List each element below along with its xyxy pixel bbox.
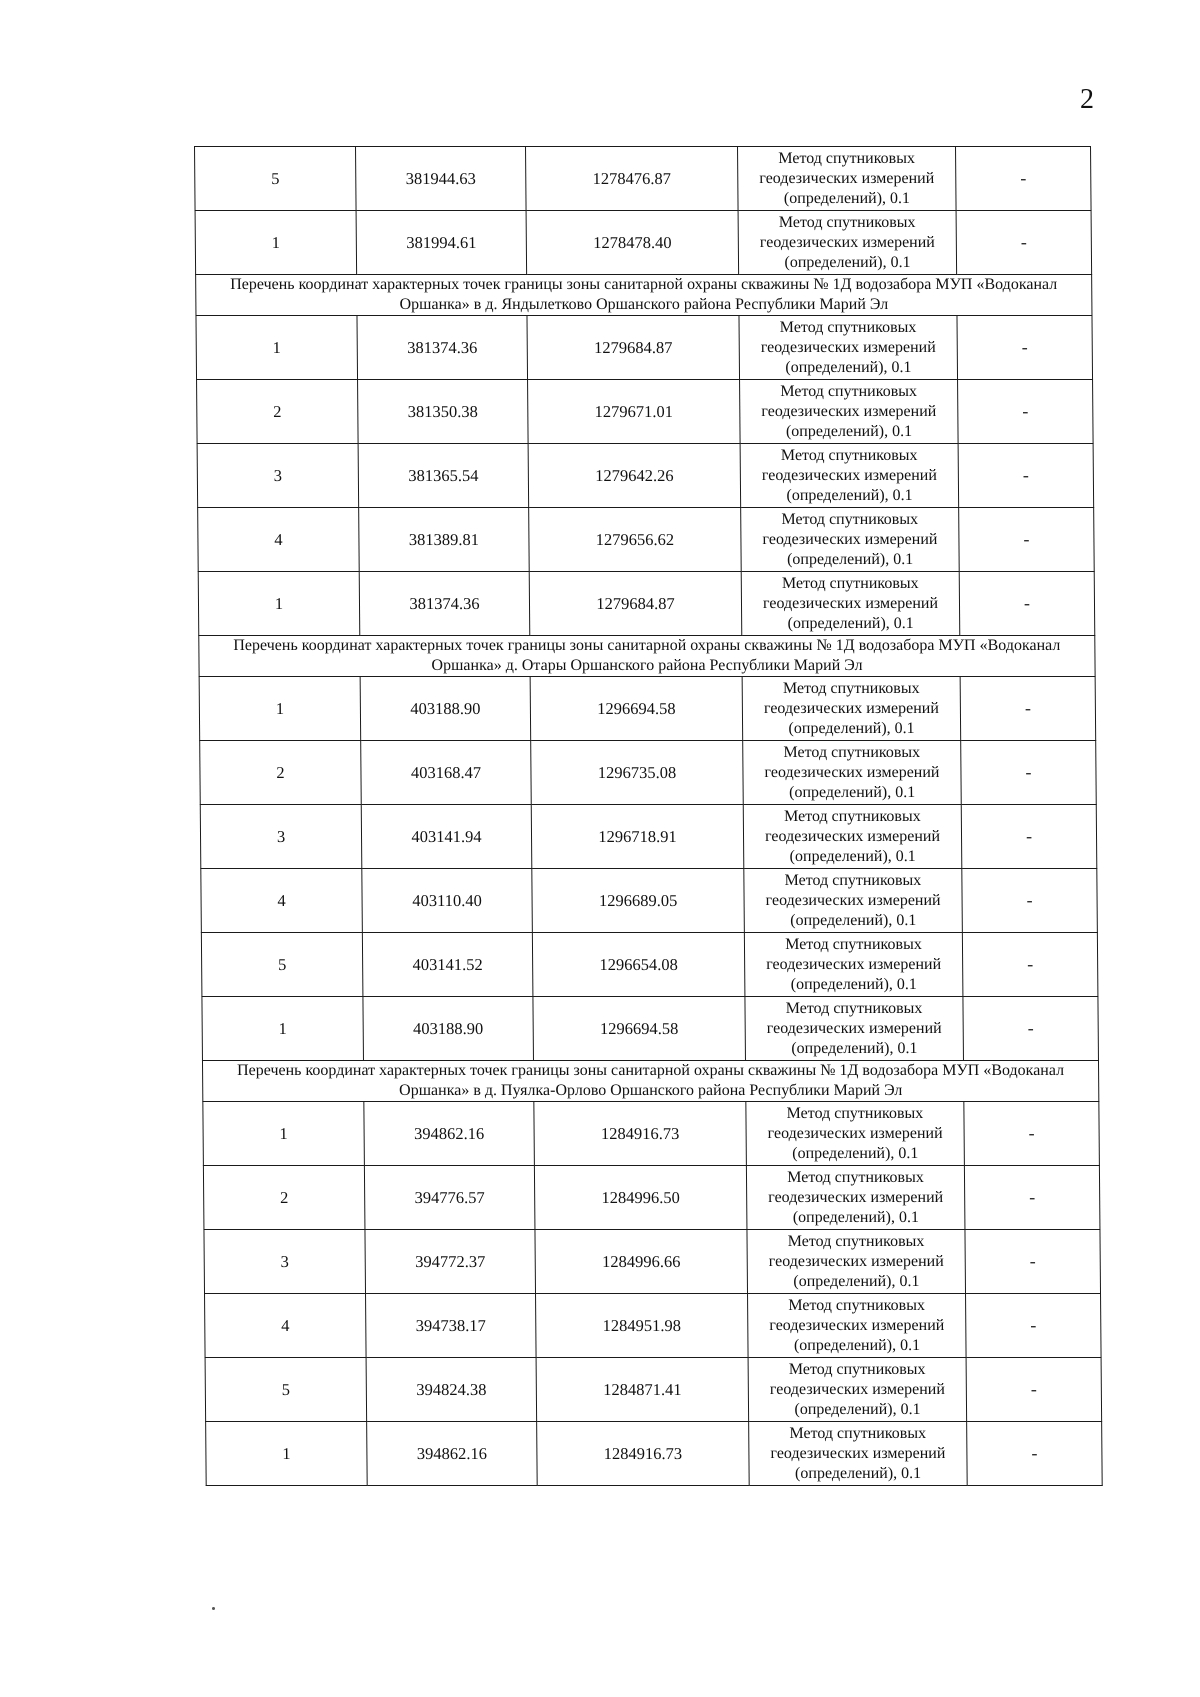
method-line: (определений), 0.1 <box>791 1039 918 1057</box>
coordinate-y-cell: 1284996.50 <box>534 1166 747 1230</box>
table-row <box>205 1358 1102 1422</box>
table-row <box>201 933 1098 997</box>
method-line: (определений), 0.1 <box>787 614 914 632</box>
table-row <box>199 677 1096 741</box>
table-row <box>203 1166 1100 1230</box>
method-line: геодезических измерений <box>762 530 938 548</box>
coordinate-x-cell: 403141.52 <box>362 933 533 997</box>
table-row <box>197 380 1094 444</box>
section-heading: Перечень координат характерных точек границы зоны санитарной охраны скважины № 1Д водозабора МУП «Водоканал Оршанка» д. Отары Оршанского района Республики Марий Эл <box>199 636 1095 677</box>
method-line: геодезических измерений <box>762 594 939 612</box>
coordinate-x-cell: 403141.94 <box>361 805 532 869</box>
coordinate-x-cell: 394738.17 <box>366 1294 537 1358</box>
method-line: геодезических измерений <box>764 763 940 781</box>
coordinate-x-cell: 394772.37 <box>365 1230 536 1294</box>
point-number-cell: 1 <box>198 572 360 636</box>
coordinate-y-cell: 1279684.87 <box>529 572 742 636</box>
table-row <box>195 147 1092 211</box>
method-line: Метод спутниковых <box>787 1232 925 1250</box>
table-row <box>205 1294 1102 1358</box>
method-line: Метод спутниковых <box>784 871 922 889</box>
method-line: (определений), 0.1 <box>794 1400 921 1418</box>
note-cell: - <box>957 316 1093 380</box>
method-line: Метод спутниковых <box>783 743 921 761</box>
note-cell: - <box>963 997 1099 1061</box>
method-line: геодезических измерений <box>768 1252 944 1270</box>
method-cell <box>746 1102 965 1166</box>
coordinate-x-cell: 394776.57 <box>364 1166 535 1230</box>
coordinate-x-cell: 381389.81 <box>359 508 530 572</box>
method-line: геодезических измерений <box>761 402 937 420</box>
coordinate-y-cell: 1278476.87 <box>526 147 739 211</box>
coordinate-x-cell: 403188.90 <box>363 997 534 1061</box>
point-number-cell: 5 <box>205 1358 367 1422</box>
method-line: Метод спутниковых <box>786 1104 924 1122</box>
note-cell: - <box>961 741 1097 805</box>
coordinate-y-cell: 1296718.91 <box>531 805 744 869</box>
coordinate-x-cell: 394824.38 <box>366 1358 537 1422</box>
method-line: (определений), 0.1 <box>792 1208 919 1226</box>
method-line: геодезических измерений <box>765 891 941 909</box>
method-line: Метод спутниковых <box>785 999 923 1017</box>
coordinate-y-cell: 1296654.08 <box>532 933 745 997</box>
method-line: Метод спутниковых <box>788 1360 926 1378</box>
coordinate-x-cell: 381944.63 <box>356 147 527 211</box>
note-cell: - <box>961 805 1097 869</box>
method-line: Метод спутниковых <box>778 149 915 167</box>
note-cell: - <box>958 444 1094 508</box>
method-cell <box>738 147 957 211</box>
point-number-cell: 3 <box>204 1230 366 1294</box>
method-line: Метод спутниковых <box>788 1296 926 1314</box>
method-cell <box>747 1230 966 1294</box>
point-number-cell: 3 <box>197 444 359 508</box>
point-number-cell: 3 <box>200 805 362 869</box>
method-line: (определений), 0.1 <box>785 358 912 376</box>
method-line: геодезических измерений <box>760 338 936 356</box>
coordinate-y-cell: 1296735.08 <box>531 741 744 805</box>
method-cell <box>742 677 961 741</box>
table-row <box>196 316 1093 380</box>
coordinate-y-cell: 1296694.58 <box>530 677 743 741</box>
method-cell <box>749 1422 968 1486</box>
note-cell: - <box>958 380 1094 444</box>
coordinates-table <box>194 146 1103 1486</box>
coordinate-x-cell: 394862.16 <box>367 1422 538 1486</box>
table-row <box>203 1102 1100 1166</box>
note-cell: - <box>956 147 1092 211</box>
method-cell <box>743 805 962 869</box>
section-heading-row <box>199 636 1095 677</box>
method-line: (определений), 0.1 <box>789 783 916 801</box>
point-number-cell: 1 <box>199 677 361 741</box>
coordinate-y-cell: 1296694.58 <box>533 997 746 1061</box>
method-cell <box>745 997 964 1061</box>
coordinate-x-cell: 403188.90 <box>360 677 531 741</box>
method-line: Метод спутниковых <box>781 510 919 528</box>
method-line: (определений), 0.1 <box>790 975 917 993</box>
table-row <box>200 741 1097 805</box>
page-number: 2 <box>1080 84 1094 115</box>
note-cell: - <box>966 1358 1102 1422</box>
point-number-cell: 4 <box>205 1294 367 1358</box>
note-cell: - <box>965 1230 1101 1294</box>
method-line: геодезических измерений <box>769 1316 945 1334</box>
coordinate-y-cell: 1296689.05 <box>532 869 745 933</box>
method-cell <box>740 444 959 508</box>
method-line: Метод спутниковых <box>779 318 917 336</box>
method-line: (определений), 0.1 <box>790 911 917 929</box>
method-line: Метод спутниковых <box>781 574 919 592</box>
coordinate-y-cell: 1284951.98 <box>536 1294 749 1358</box>
table-row <box>195 211 1092 275</box>
coordinate-x-cell: 381994.61 <box>356 211 527 275</box>
section-heading-row <box>202 1061 1098 1102</box>
method-cell <box>746 1166 965 1230</box>
note-cell: - <box>956 211 1092 275</box>
coordinate-x-cell: 403110.40 <box>362 869 533 933</box>
scan-speck <box>212 1607 215 1610</box>
coordinate-y-cell: 1279656.62 <box>529 508 742 572</box>
method-line: геодезических измерений <box>764 827 941 845</box>
point-number-cell: 5 <box>195 147 357 211</box>
note-cell: - <box>959 508 1095 572</box>
method-line: геодезических измерений <box>759 169 935 187</box>
method-line: геодезических измерений <box>759 233 935 251</box>
method-line: Метод спутниковых <box>787 1168 924 1186</box>
coordinate-x-cell: 381350.38 <box>358 380 529 444</box>
method-line: Метод спутниковых <box>785 935 922 953</box>
method-line: (определений), 0.1 <box>794 1464 922 1482</box>
method-line: (определений), 0.1 <box>789 847 916 865</box>
note-cell: - <box>959 572 1095 636</box>
table-row <box>198 508 1095 572</box>
table-row <box>200 805 1097 869</box>
point-number-cell: 4 <box>198 508 360 572</box>
table-row <box>202 997 1099 1061</box>
method-cell <box>748 1294 967 1358</box>
point-number-cell: 1 <box>195 211 357 275</box>
method-line: геодезических измерений <box>761 466 937 484</box>
method-cell <box>744 933 963 997</box>
point-number-cell: 1 <box>206 1422 368 1486</box>
method-cell <box>739 316 958 380</box>
point-number-cell: 4 <box>201 869 363 933</box>
method-line: геодезических измерений <box>767 1124 943 1142</box>
coordinate-y-cell: 1284916.73 <box>534 1102 747 1166</box>
method-line: геодезических измерений <box>769 1380 945 1398</box>
point-number-cell: 2 <box>200 741 362 805</box>
method-cell <box>743 741 962 805</box>
note-cell: - <box>966 1294 1102 1358</box>
coordinate-x-cell: 394862.16 <box>364 1102 535 1166</box>
method-line: геодезических измерений <box>766 1019 942 1037</box>
method-line: Метод спутниковых <box>789 1424 927 1442</box>
method-cell <box>744 869 963 933</box>
coordinate-y-cell: 1279671.01 <box>528 380 741 444</box>
section-heading: Перечень координат характерных точек границы зоны санитарной охраны скважины № 1Д водозабора МУП «Водоканал Оршанка» в д. Пуялка-Орлово Оршанского района Республики Марий Эл <box>202 1061 1098 1102</box>
coordinate-x-cell: 381365.54 <box>358 444 529 508</box>
method-line: (определений), 0.1 <box>793 1336 921 1354</box>
point-number-cell: 2 <box>203 1166 365 1230</box>
table-row <box>197 444 1094 508</box>
method-line: (определений), 0.1 <box>785 422 913 440</box>
coordinate-y-cell: 1284871.41 <box>536 1358 749 1422</box>
coordinate-y-cell: 1278478.40 <box>526 211 739 275</box>
method-line: геодезических измерений <box>768 1188 944 1206</box>
coordinates-table-body <box>195 147 1103 1486</box>
method-line: (определений), 0.1 <box>784 253 911 271</box>
note-cell: - <box>962 933 1098 997</box>
method-line: (определений), 0.1 <box>792 1144 919 1162</box>
method-cell <box>748 1358 967 1422</box>
method-cell <box>741 572 960 636</box>
method-line: (определений), 0.1 <box>786 486 913 504</box>
method-line: Метод спутниковых <box>778 213 916 231</box>
coordinate-y-cell: 1279642.26 <box>528 444 741 508</box>
table-row <box>198 572 1095 636</box>
coordinate-x-cell: 381374.36 <box>359 572 530 636</box>
method-line: геодезических измерений <box>763 699 939 717</box>
method-line: Метод спутниковых <box>780 446 918 464</box>
method-line: (определений), 0.1 <box>783 189 911 207</box>
coordinate-x-cell: 403168.47 <box>361 741 532 805</box>
coordinate-y-cell: 1284916.73 <box>537 1422 750 1486</box>
method-line: геодезических измерений <box>766 955 942 973</box>
point-number-cell: 1 <box>203 1102 365 1166</box>
method-line: Метод спутниковых <box>783 807 921 825</box>
method-line: (определений), 0.1 <box>793 1272 920 1290</box>
table-row <box>201 869 1098 933</box>
method-line: Метод спутниковых <box>782 679 920 697</box>
method-line: (определений), 0.1 <box>788 719 915 737</box>
note-cell: - <box>967 1422 1103 1486</box>
method-cell <box>738 211 957 275</box>
table-row <box>206 1422 1103 1486</box>
note-cell: - <box>964 1166 1100 1230</box>
coordinate-y-cell: 1284996.66 <box>535 1230 748 1294</box>
point-number-cell: 1 <box>202 997 364 1061</box>
table-row <box>204 1230 1101 1294</box>
note-cell: - <box>960 677 1096 741</box>
method-line: геодезических измерений <box>770 1444 946 1462</box>
point-number-cell: 5 <box>201 933 363 997</box>
method-cell <box>740 380 959 444</box>
point-number-cell: 2 <box>197 380 359 444</box>
coordinate-y-cell: 1279684.87 <box>527 316 740 380</box>
method-cell <box>741 508 960 572</box>
section-heading-row <box>196 275 1092 316</box>
point-number-cell: 1 <box>196 316 358 380</box>
section-heading: Перечень координат характерных точек границы зоны санитарной охраны скважины № 1Д водозабора МУП «Водоканал Оршанка» в д. Яндылетково Оршанского района Республики Марий Эл <box>196 275 1092 316</box>
note-cell: - <box>964 1102 1100 1166</box>
method-line: Метод спутниковых <box>780 382 918 400</box>
note-cell: - <box>962 869 1098 933</box>
method-line: (определений), 0.1 <box>786 550 914 568</box>
coordinate-x-cell: 381374.36 <box>357 316 528 380</box>
